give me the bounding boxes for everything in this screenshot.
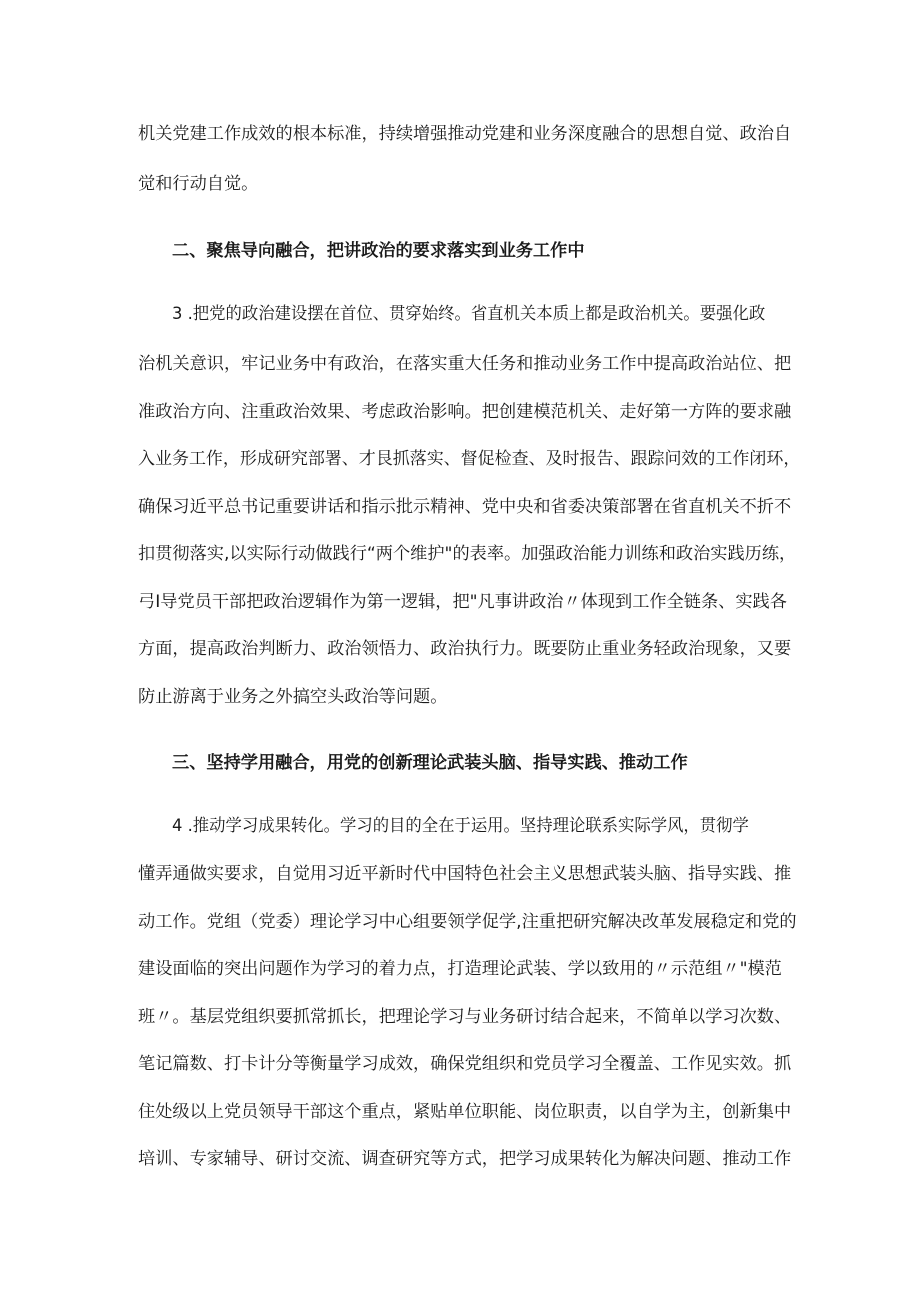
section-2-line-5: 确保习近平总书记重要讲话和指示批示精神、党中央和省委决策部署在省直机关不折不 (138, 497, 792, 517)
section-3-line-5: 班〃。基层党组织要抓常抓长，把理论学习与业务研讨结合起来，不简单以学习次数、 (138, 1007, 792, 1027)
section-3-line-1: 4 .推动学习成果转化。学习的目的全在于运用。坚持理论联系实际学风，贯彻学 (172, 816, 749, 836)
section-3-line-7: 住处级以上党员领导干部这个重点，紧贴单位职能、岗位职责，以自学为主，创新集中 (138, 1102, 792, 1122)
section-2-line-1: 3 .把党的政治建设摆在首位、贯穿始终。省直机关本质上都是政治机关。要强化政 (172, 304, 766, 324)
intro-line-1: 机关党建工作成效的根本标准，持续增强推动党建和业务深度融合的思想自觉、政治自 (138, 124, 792, 144)
section-3-line-6: 笔记篇数、打卡计分等衡量学习成效，确保党组织和党员学习全覆盖、工作见实效。抓 (138, 1054, 792, 1074)
section-2-heading: 二、聚焦导向融合，把讲政治的要求落实到业务工作中 (172, 241, 585, 261)
section-3-line-2: 懂弄通做实要求，自觉用习近平新时代中国特色社会主义思想武装头脑、指导实践、推 (138, 864, 792, 884)
section-2-line-6: 扣贯彻落实,以实际行动做践行“两个维护"的表率。加强政治能力训练和政治实践历练， (138, 544, 797, 564)
section-3-line-8: 培训、专家辅导、研讨交流、调查研究等方式，把学习成果转化为解决问题、推动工作 (138, 1149, 792, 1169)
section-2-line-4: 入业务工作，形成研究部署、才艮抓落实、督促检查、及时报告、跟踪问效的工作闭环， (138, 449, 801, 469)
intro-line-2: 觉和行动自觉。 (138, 174, 259, 194)
section-2-line-7: 弓I导党员干部把政治逻辑作为第一逻辑，把"凡事讲政治〃体现到工作全链条、实践各 (138, 592, 787, 612)
section-2-line-3: 准政治方向、注重政治效果、考虑政治影响。把创建模范机关、走好第一方阵的要求融 (138, 402, 792, 422)
section-3-line-3: 动工作。党组（党委）理论学习中心组要领学促学,注重把研究解决改革发展稳定和党的 (138, 912, 797, 932)
section-3-line-4: 建设面临的突出问题作为学习的着力点，打造理论武装、学以致用的〃示范组〃"模范 (138, 959, 782, 979)
section-2-line-9: 防止游离于业务之外搞空头政治等问题。 (138, 687, 448, 707)
section-2-line-2: 治机关意识，牢记业务中有政治，在落实重大任务和推动业务工作中提高政治站位、把 (138, 354, 792, 374)
section-3-heading: 三、坚持学用融合，用党的创新理论武装头脑、指导实践、推动工作 (172, 753, 688, 773)
section-2-line-8: 方面，提高政治判断力、政治领悟力、政治执行力。既要防止重业务轻政治现象，又要 (138, 639, 792, 659)
